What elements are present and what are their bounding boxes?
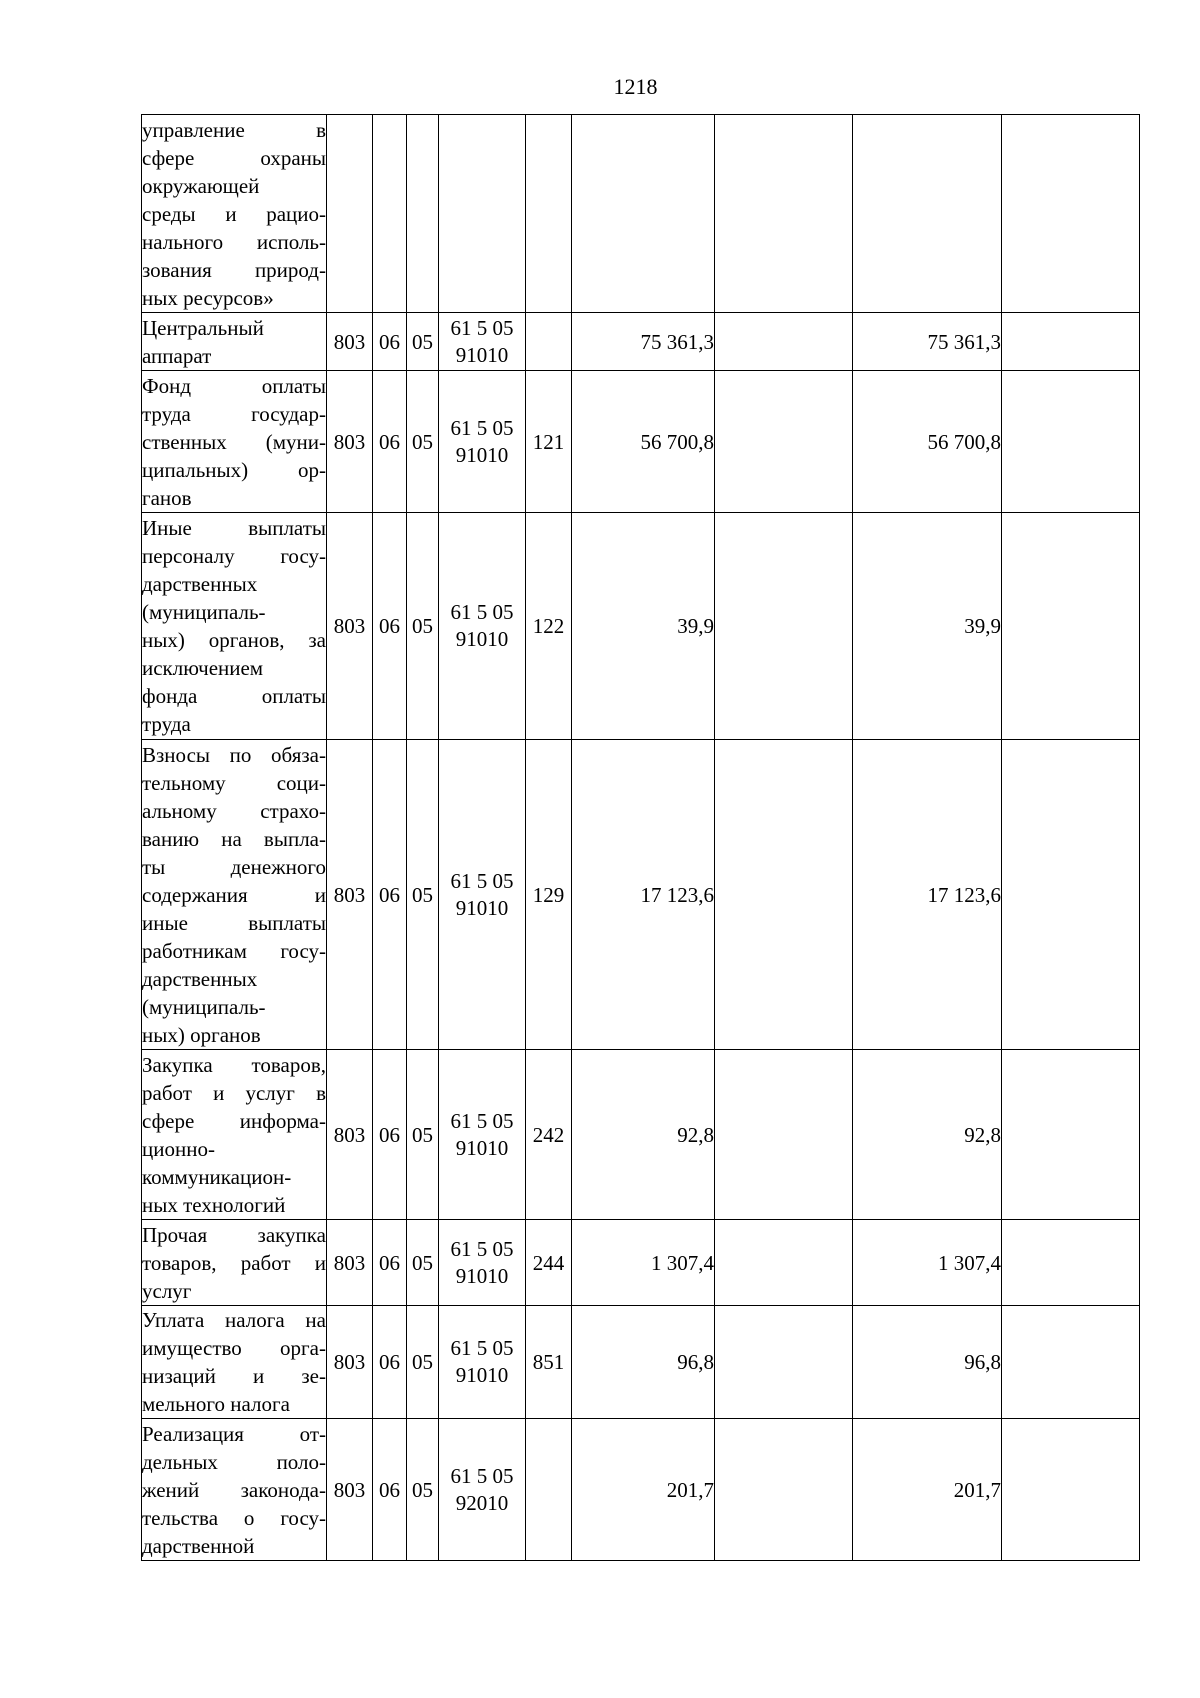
subsection-code-cell: 05 (407, 1419, 439, 1561)
section-code-cell (373, 115, 407, 313)
row-name-line: коммуникацион- (142, 1164, 292, 1189)
ministry-code-cell: 803 (327, 1419, 373, 1561)
amount-total-cell: 75 361,3 (853, 313, 1002, 371)
table-row (142, 313, 1140, 371)
ministry-code-cell (327, 115, 373, 313)
section-code-cell: 06 (373, 513, 407, 740)
empty-cell (715, 313, 853, 371)
row-name-line: аппарат (142, 343, 212, 368)
subsection-code-cell: 05 (407, 513, 439, 740)
empty-cell (715, 1050, 853, 1220)
row-name-line: иные выплаты (142, 910, 326, 935)
target-article-line: 61 5 05 (450, 1108, 514, 1133)
empty-cell (1002, 313, 1140, 371)
section-code-cell: 06 (373, 1306, 407, 1419)
row-name-line: товаров, работ и (142, 1250, 326, 1275)
empty-cell (1002, 1419, 1140, 1561)
row-name-line: труда (142, 712, 191, 736)
empty-cell (715, 513, 853, 740)
amount-total-cell: 201,7 (853, 1419, 1002, 1561)
subsection-code-cell (407, 115, 439, 313)
target-article-line: 61 5 05 (450, 415, 514, 440)
subsection-code-cell: 05 (407, 740, 439, 1050)
amount-cell: 75 361,3 (572, 313, 715, 371)
subsection-code-cell: 05 (407, 371, 439, 513)
section-code-cell: 06 (373, 1419, 407, 1561)
row-name-line: ных ресурсов» (142, 285, 274, 310)
row-name-line: сфере информа- (142, 1108, 326, 1133)
page-number: 1218 (613, 74, 658, 99)
empty-cell (1002, 740, 1140, 1050)
row-name-line: Иные выплаты (142, 516, 326, 540)
row-name-line: (муниципаль- (142, 600, 266, 624)
row-name-line: Закупка товаров, (142, 1052, 326, 1077)
target-article-line: 61 5 05 (450, 868, 514, 893)
row-name-line: ципальных) ор- (142, 457, 326, 482)
row-name-line: ганов (142, 485, 192, 510)
ministry-code-cell: 803 (327, 513, 373, 740)
row-name-line: зования природ- (142, 257, 326, 282)
amount-cell: 92,8 (572, 1050, 715, 1220)
expense-type-cell: 122 (526, 513, 572, 740)
table-row (142, 1419, 1140, 1561)
row-name-cell (142, 371, 327, 513)
ministry-code-cell: 803 (327, 1220, 373, 1306)
section-code-cell: 06 (373, 1050, 407, 1220)
target-article-line: 61 5 05 (450, 1336, 514, 1360)
expense-type-cell (526, 1419, 572, 1561)
target-article-cell (439, 1050, 526, 1220)
row-name-line: дарственной (142, 1533, 255, 1558)
empty-cell (1002, 1050, 1140, 1220)
row-name-line: низаций и зе- (142, 1364, 326, 1388)
amount-total-cell: 96,8 (853, 1306, 1002, 1419)
amount-total-cell (853, 115, 1002, 313)
table-row (142, 1220, 1140, 1306)
row-name-line: ственных (муни- (142, 429, 326, 454)
amount-cell: 39,9 (572, 513, 715, 740)
target-article-cell (439, 313, 526, 371)
amount-total-cell: 1 307,4 (853, 1220, 1002, 1306)
target-article-line: 61 5 05 (450, 1236, 514, 1261)
row-name-line: содержания и (142, 882, 326, 907)
empty-cell (1002, 1306, 1140, 1419)
row-name-line: нального исполь- (142, 229, 326, 254)
empty-cell (1002, 115, 1140, 313)
section-code-cell: 06 (373, 371, 407, 513)
row-name-line: жений законода- (142, 1477, 326, 1502)
subsection-code-cell: 05 (407, 1050, 439, 1220)
amount-cell: 1 307,4 (572, 1220, 715, 1306)
target-article-line: 92010 (455, 1490, 509, 1515)
expense-type-cell: 244 (526, 1220, 572, 1306)
section-code-cell: 06 (373, 740, 407, 1050)
row-name-line: Взносы по обяза- (142, 742, 326, 767)
ministry-code-cell: 803 (327, 740, 373, 1050)
subsection-code-cell: 05 (407, 1220, 439, 1306)
row-name-line: тельному соци- (142, 770, 326, 795)
row-name-line: ванию на выпла- (142, 826, 326, 851)
section-code-cell: 06 (373, 313, 407, 371)
row-name-cell (142, 1306, 327, 1419)
ministry-code-cell: 803 (327, 313, 373, 371)
amount-total-cell: 56 700,8 (853, 371, 1002, 513)
amount-cell (572, 115, 715, 313)
target-article-cell (439, 1419, 526, 1561)
row-name-line: персоналу госу- (142, 544, 326, 568)
ministry-code-cell: 803 (327, 1050, 373, 1220)
table-row (142, 740, 1140, 1050)
row-name-line: альному страхо- (142, 798, 326, 823)
row-name-cell (142, 1220, 327, 1306)
target-article-line: 91010 (455, 1363, 509, 1387)
row-name-line: Уплата налога на (142, 1308, 326, 1332)
amount-total-cell: 17 123,6 (853, 740, 1002, 1050)
amount-cell: 201,7 (572, 1419, 715, 1561)
section-code-cell: 06 (373, 1220, 407, 1306)
row-name-cell (142, 115, 327, 313)
row-name-line: Реализация от- (142, 1421, 326, 1446)
row-name-line: тельства о госу- (142, 1505, 326, 1530)
target-article-line: 91010 (455, 342, 509, 367)
expense-type-cell: 851 (526, 1306, 572, 1419)
empty-cell (715, 740, 853, 1050)
row-name-line: фонда оплаты (142, 684, 326, 708)
amount-total-cell: 39,9 (853, 513, 1002, 740)
row-name-line: имущество орга- (142, 1336, 326, 1360)
row-name-line: услуг (142, 1278, 192, 1303)
row-name-line: труда государ- (142, 401, 326, 426)
ministry-code-cell: 803 (327, 371, 373, 513)
row-name-line: исключением (142, 656, 264, 680)
empty-cell (715, 1419, 853, 1561)
empty-cell (715, 371, 853, 513)
budget-table (141, 114, 1140, 1561)
row-name-cell (142, 1419, 327, 1561)
empty-cell (1002, 1220, 1140, 1306)
row-name-line: ных технологий (142, 1192, 286, 1217)
expense-type-cell (526, 115, 572, 313)
target-article-line: 91010 (455, 442, 509, 467)
table-row (142, 371, 1140, 513)
expense-type-cell (526, 313, 572, 371)
empty-cell (715, 115, 853, 313)
amount-total-cell: 92,8 (853, 1050, 1002, 1220)
row-name-cell (142, 1050, 327, 1220)
row-name-line: работникам госу- (142, 938, 326, 963)
table-row (142, 1050, 1140, 1220)
row-name-line: ционно- (142, 1136, 215, 1161)
empty-cell (715, 1220, 853, 1306)
target-article-cell (439, 513, 526, 740)
row-name-line: дарственных (142, 572, 258, 596)
empty-cell (715, 1306, 853, 1419)
target-article-cell (439, 1306, 526, 1419)
row-name-line: Прочая закупка (142, 1222, 326, 1247)
table-row (142, 513, 1140, 740)
target-article-cell (439, 1220, 526, 1306)
expense-type-cell: 121 (526, 371, 572, 513)
row-name-cell (142, 513, 327, 740)
row-name-line: (муниципаль- (142, 994, 266, 1019)
target-article-line: 61 5 05 (450, 315, 514, 340)
target-article-line: 61 5 05 (450, 600, 514, 624)
subsection-code-cell: 05 (407, 313, 439, 371)
row-name-line: окружающей (142, 173, 260, 198)
row-name-cell (142, 313, 327, 371)
row-name-line: работ и услуг в (142, 1080, 326, 1105)
empty-cell (1002, 371, 1140, 513)
row-name-line: среды и рацио- (142, 201, 326, 226)
ministry-code-cell: 803 (327, 1306, 373, 1419)
empty-cell (1002, 513, 1140, 740)
row-name-line: Фонд оплаты (142, 373, 326, 398)
target-article-line: 91010 (455, 1263, 509, 1288)
row-name-cell (142, 740, 327, 1050)
expense-type-cell: 242 (526, 1050, 572, 1220)
expense-type-cell: 129 (526, 740, 572, 1050)
table-row (142, 1306, 1140, 1419)
table-row (142, 115, 1140, 313)
budget-table-body (142, 115, 1140, 1561)
row-name-line: управление в (142, 117, 326, 142)
row-name-line: Центральный (142, 315, 264, 340)
row-name-line: сфере охраны (142, 145, 326, 170)
target-article-line: 91010 (455, 1135, 509, 1160)
row-name-line: ты денежного (142, 854, 326, 879)
row-name-line: мельного налога (142, 1392, 290, 1416)
subsection-code-cell: 05 (407, 1306, 439, 1419)
amount-cell: 17 123,6 (572, 740, 715, 1050)
row-name-line: дарственных (142, 966, 258, 991)
target-article-line: 61 5 05 (450, 1463, 514, 1488)
target-article-cell (439, 740, 526, 1050)
row-name-line: дельных поло- (142, 1449, 326, 1474)
row-name-line: ных) органов, за (142, 628, 326, 652)
target-article-line: 91010 (455, 895, 509, 920)
row-name-line: ных) органов (142, 1022, 261, 1047)
target-article-cell (439, 371, 526, 513)
amount-cell: 96,8 (572, 1306, 715, 1419)
target-article-line: 91010 (455, 627, 509, 651)
amount-cell: 56 700,8 (572, 371, 715, 513)
target-article-cell (439, 115, 526, 313)
